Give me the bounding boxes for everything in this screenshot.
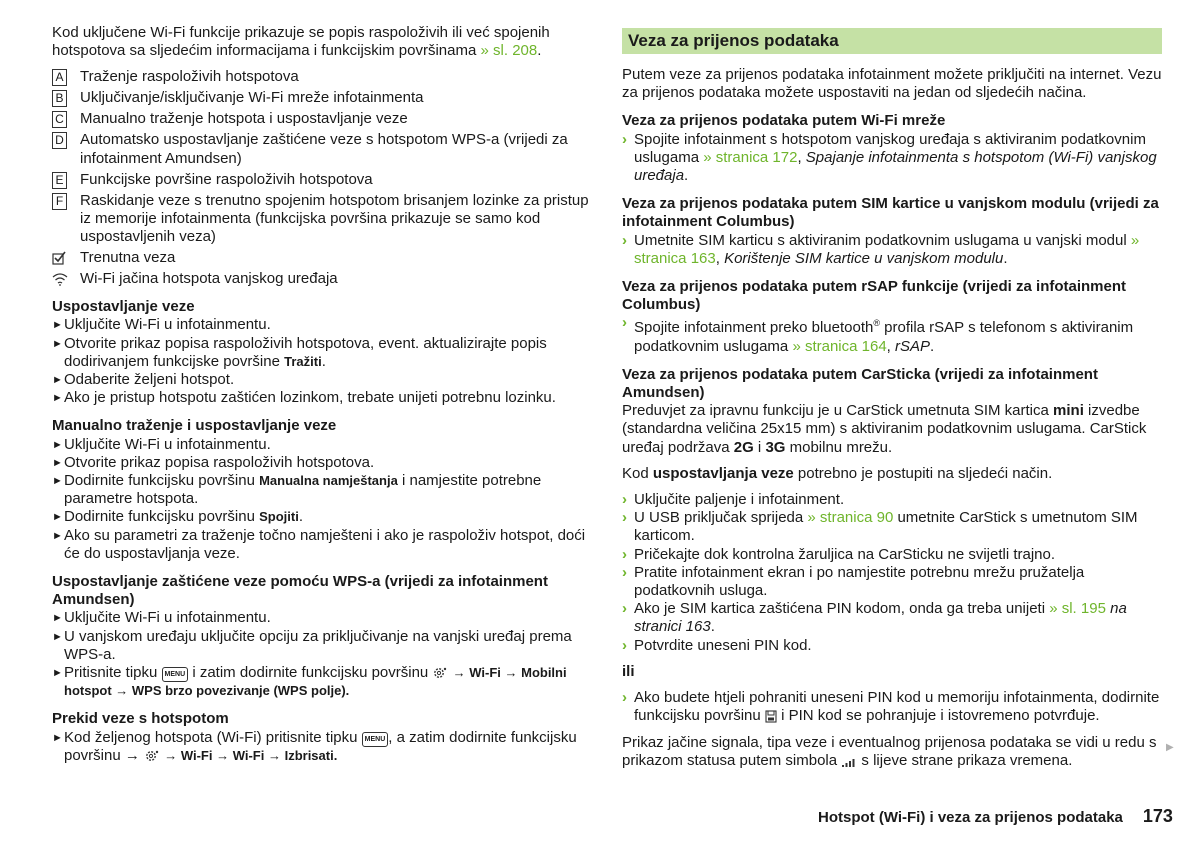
footer-title: Hotspot (Wi-Fi) i veza za prijenos podataka [818,809,1123,826]
list-item: ► Otvorite prikaz popisa raspoloživih hotspotova, event. aktualizirajte popis dodirivanjem funkcijske površine Tražiti. [52,334,547,370]
signal-strength-icon [841,756,857,768]
legend-text: Manualno traženje hotspota i uspostavljanje veze [80,110,408,128]
legend-text: Uključivanje/isključivanje Wi-Fi mreže infotainmenta [80,89,424,107]
legend-key: B [52,90,67,107]
or-label: ili [622,662,635,680]
page-ref-link[interactable]: » stranica 90 [807,509,894,527]
body-paragraph: Prikaz jačine signala, tipa veze i eventualnog prijenosa podataka se vidi u redu s prikazom statusa putem simbola s lijeve strane prikaza vremena. [622,733,1157,769]
list-item: ► Uključite Wi-Fi u infotainmentu. [52,609,271,627]
intro-paragraph: Putem veze za prijenos podataka infotainment možete priključiti na internet. Vezu za prijenos podataka možete uspostaviti na jedan od sljedećih načina. [622,66,1162,102]
legend-item [52,192,596,247]
intro-paragraph: Kod uključene Wi-Fi funkcije prikazuje se popis raspoloživih ili već spojenih hotspotova sa sljedećim informacijama i funkcijskim površinama » sl. 208. [52,24,550,60]
list-item: ► Uključite Wi-Fi u infotainmentu. [52,435,271,453]
wifi-icon [52,272,68,286]
list-item: ► Ako je pristup hotspotu zaštićen lozinkom, trebate unijeti potrebnu lozinku. [52,389,556,407]
legend-list [52,68,596,288]
step-item: › Uključite paljenje i infotainment. [622,491,845,509]
legend-text: Trenutna veza [80,249,176,267]
list-item: ► Dodirnite funkcijsku površinu Spojiti. [52,508,303,526]
step-item: › Ako je SIM kartica zaštićena PIN kodom, onda ga treba unijeti » sl. 195 na stranici 163. [622,600,1127,636]
list-item: ► Kod željenog hotspota (Wi-Fi) pritisnite tipku MENU , a zatim dodirnite funkcijsku površinu → → Wi-Fi → Wi-Fi → Izbrisati. [52,728,577,764]
menu-key-icon: MENU [362,732,389,747]
legend-text: Automatsko uspostavljanje zaštićene veze s hotspotom WPS-a (vrijedi za infotainment Amundsen) [80,131,568,167]
legend-key: F [52,193,67,210]
page-footer [818,806,1173,827]
settings-gear-icon [432,666,448,680]
step-item: › Spojite infotainment preko bluetooth® profila rSAP s telefonom s aktiviranim podatkovnim uslugama » stranica 164, rSAP. [622,314,1134,355]
list-item: ► Dodirnite funkcijsku površinu Manualna namještanja i namjestite potrebne parametre hotspota. [52,472,542,508]
save-icon [765,710,777,723]
legend-item [52,89,596,107]
body-paragraph: Kod uspostavljanja veze potrebno je postupiti na sljedeći način. [622,464,1053,482]
left-column [52,24,596,765]
menu-key-icon: MENU [162,667,189,682]
legend-key: D [52,132,67,149]
list-item: ► Pritisnite tipku MENU i zatim dodirnite funkcijsku površinu → Wi-Fi → Mobilni hotspot → WPS brzo povezivanje (WPS polje). [52,664,567,699]
list-item: ► Odaberite željeni hotspot. [52,371,235,389]
list-item: ► Uključite Wi-Fi u infotainmentu. [52,316,271,334]
legend-text: Wi-Fi jačina hotspota vanjskog uređaja [80,270,338,288]
step-item: › Pričekajte dok kontrolna žaruljica na CarSticku ne svijetli trajno. [622,545,1056,563]
section-title: Veza za prijenos podataka [622,28,1162,54]
body-paragraph: Preduvjet za ipravnu funkciju je u CarStick umetnuta SIM kartica mini izvedbe (standardna veličina 25x15 mm) s aktiviranim podatkovnim uslugama. CarStick uređaj podržava 2G i 3G mobilnu mrežu. [622,402,1147,456]
section-heading: Manualno traženje i uspostavljanje veze [52,417,337,435]
legend-text: Traženje raspoloživih hotspotova [80,68,299,86]
subsection-heading: Veza za prijenos podataka putem CarSticka (vrijedi za infotainment Amundsen) [622,365,1098,402]
legend-key: E [52,172,67,189]
legend-item [52,68,596,86]
legend-item [52,110,596,128]
subsection-heading: Veza za prijenos podataka putem rSAP funkcije (vrijedi za infotainment Columbus) [622,278,1127,314]
list-item: ► U vanjskom uređaju uključite opciju za priključivanje na vanjski uređaj prema WPS-a. [52,627,572,663]
legend-text: Funkcijske površine raspoloživih hotspotova [80,170,373,188]
legend-item [52,171,596,189]
legend-text: Raskidanje veze s trenutno spojenim hotspotom brisanjem lozinke za pristup iz memorije infotainmenta (funkcijska površina prikazuje se samo kod uspostavljenih veza) [80,191,589,246]
figure-ref-link[interactable]: » sl. 195 [1049,600,1106,618]
legend-item [52,270,596,288]
list-item: ► Ako su parametri za traženje točno namješteni i ako je raspoloživ hotspot, doći će do uspostavljanja veze. [52,526,586,562]
subsection-heading: Veza za prijenos podataka putem SIM kartice u vanjskom modulu (vrijedi za infotainment Columbus) [622,195,1159,231]
subsection-heading: Veza za prijenos podataka putem Wi-Fi mreže [622,112,946,130]
legend-key: C [52,111,67,128]
settings-gear-icon [144,749,160,763]
legend-item [52,131,596,167]
page-number: 173 [1142,806,1173,826]
legend-key: A [52,69,67,86]
step-item: › Umetnite SIM karticu s aktiviranim podatkovnim uslugama u vanjski modul » stranica 163, Korištenje SIM kartice u vanjskom modulu. [622,231,1140,267]
right-column [622,24,1162,770]
step-item: › Ako budete htjeli pohraniti uneseni PIN kod u memoriju infotainmenta, dodirnite funkcijsku površinu i PIN kod se pohranjuje i istovremeno potvrđuje. [622,689,1160,725]
list-item: ► Otvorite prikaz popisa raspoloživih hotspotova. [52,453,375,471]
page-ref-link[interactable]: » stranica 164 [792,337,887,355]
page-ref-link[interactable]: » stranica 163 [634,231,1140,267]
section-heading: Uspostavljanje zaštićene veze pomoću WPS-a (vrijedi za infotainment Amundsen) [52,573,548,609]
intro-text: Kod uključene Wi-Fi funkcije prikazuje se popis raspoloživih ili već spojenih hotspotova sa sljedećim informacijama i funkcijskim površinama [52,24,550,60]
section-heading: Prekid veze s hotspotom [52,710,229,728]
checkbox-check-icon [52,251,66,265]
step-item: › Potvrdite uneseni PIN kod. [622,636,812,654]
step-item: › Pratite infotainment ekran i po namjestite potrebnu mrežu pružatelja podatkovnih usluga. [622,563,1085,600]
step-item: › Spojite infotainment s hotspotom vanjskog uređaja s aktiviranim podatkovnim uslugama » stranica 172, Spajanje infotainmenta s hotspotom (Wi-Fi) vanjskog uređaja. [622,130,1157,185]
legend-item [52,249,596,267]
section-heading: Uspostavljanje veze [52,298,195,316]
page-ref-link[interactable]: » stranica 172 [703,148,798,166]
step-item: › U USB priključak sprijeda » stranica 90 umetnite CarStick s umetnutom SIM karticom. [622,509,1138,545]
figure-ref-link[interactable]: » sl. 208 [480,42,538,60]
continue-arrow-icon: ▶ [1166,742,1174,753]
